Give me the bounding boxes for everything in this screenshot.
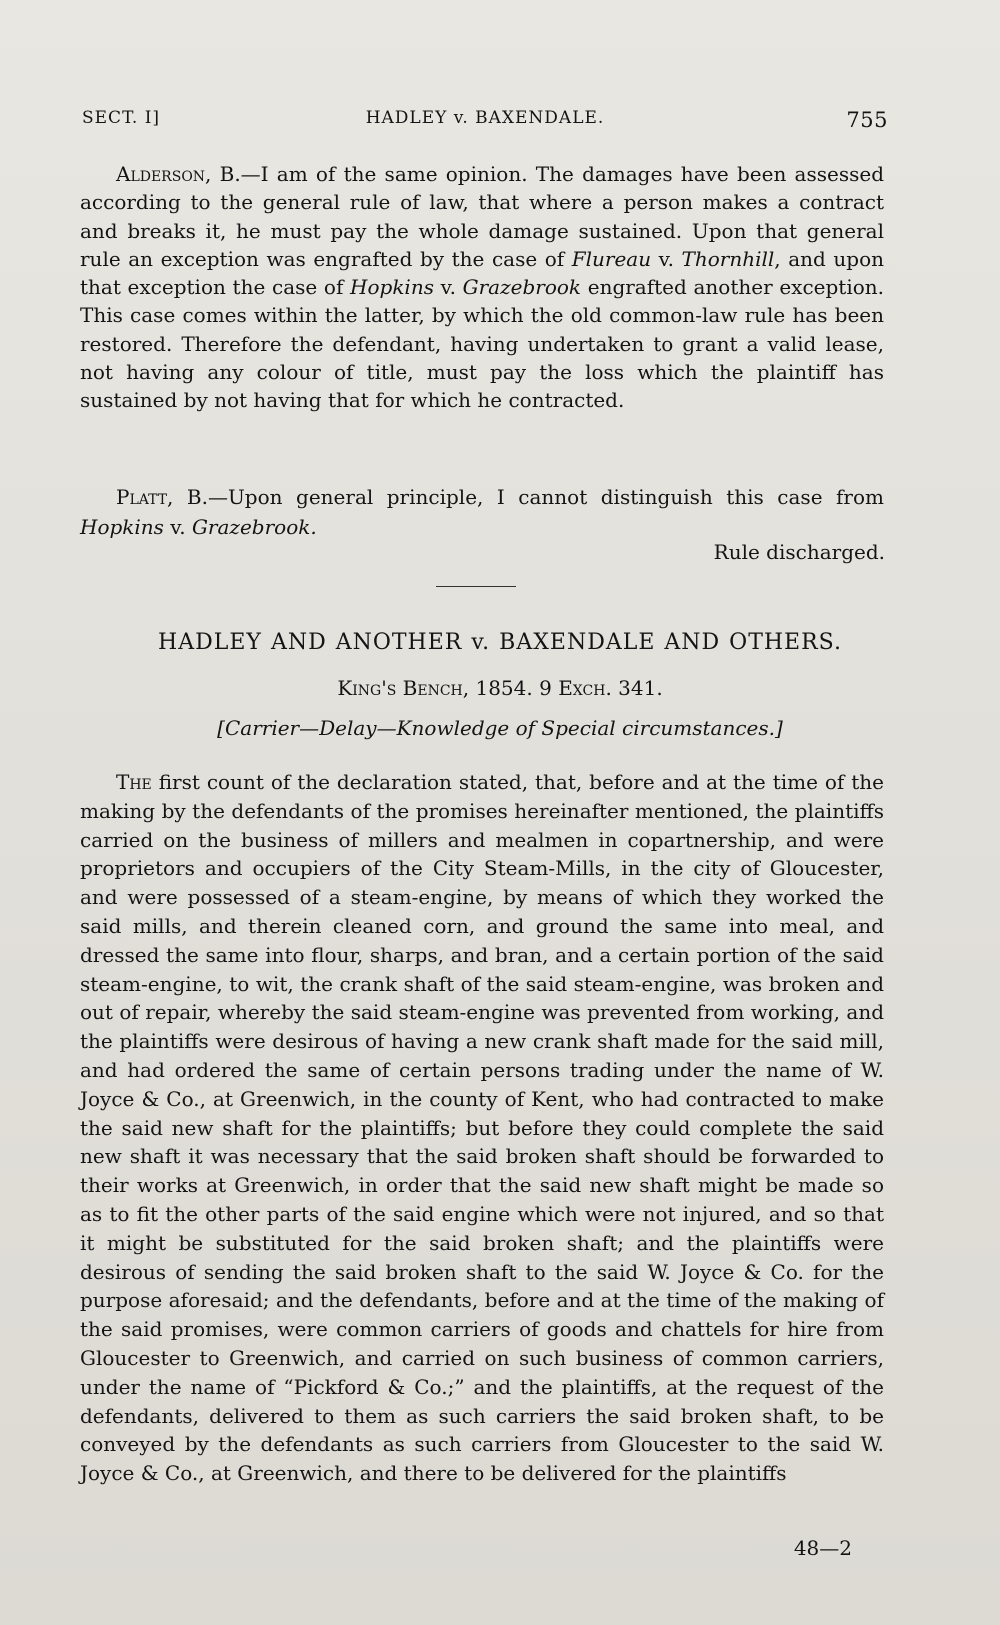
judge-name: Alderson — [116, 162, 206, 186]
alderson-opinion — [80, 160, 884, 415]
case-name: Hopkins — [350, 275, 434, 300]
case-name: Hopkins — [80, 515, 164, 539]
section-divider — [436, 586, 516, 587]
rule-discharged: Rule discharged. — [713, 540, 885, 564]
report-abbrev: Exch — [558, 676, 606, 700]
lead-word: The — [116, 770, 152, 794]
platt-paragraph: Platt, B.—Upon general principle, I cannot distinguish this case from Hopkins v. Grazebrook. — [80, 485, 884, 539]
case-title: HADLEY AND ANOTHER v. BAXENDALE AND OTHERS. — [158, 630, 842, 655]
case-name: Grazebrook. — [191, 515, 317, 539]
court-name: King's Bench — [337, 676, 463, 700]
judge-name: Platt — [116, 485, 168, 509]
section-marker: SECT. I] — [82, 108, 161, 128]
declaration — [80, 768, 884, 1488]
alderson-paragraph: Alderson, B.—I am of the same opinion. The damages have been assessed according to the general rule of law, that where a person makes a contract and breaks it, he must pay the whole damage sustained. Upon that general rule an exception was engrafted by the case of Flureau v. Thornhill, and upon that exception the case of Hopkins v. Grazebrook engrafted another exception. This case comes within the latter, by which the old common-law rule has been restored. Therefore the defendant, having undertaken to grant a valid lease, not having any colour of title, must pay the loss which the plaintiff has sustained by not having that for which he contracted. — [80, 162, 885, 413]
headnote: [Carrier—Delay—Knowledge of Special circumstances.] — [217, 716, 783, 740]
running-title: HADLEY v. BAXENDALE. — [365, 108, 605, 128]
platt-opinion — [80, 482, 884, 542]
signature-mark: 48—2 — [793, 1536, 852, 1560]
page-number: 755 — [846, 108, 888, 132]
court-citation: King's Bench, 1854. 9 Exch. 341. — [337, 676, 663, 700]
case-name: Flureau — [571, 246, 652, 271]
case-name: Thornhill — [681, 246, 775, 271]
declaration-paragraph: The first count of the declaration stated, that, before and at the time of the making by the defendants of the promises hereinafter mentioned, the plaintiffs carried on the business of millers and mealmen in copartnership, and were proprietors and occupiers of the City Steam-Mills, in the city of Gloucester, and were possessed of a steam-engine, by means of which they worked the said mills, and therein cleaned corn, and ground the same into meal, and dressed the same into flour, sharps, and bran, and a certain portion of the said steam-engine, to wit, the crank shaft of the said steam-engine, was broken and out of repair, whereby the said steam-engine was prevented from working, and the plaintiffs were desirous of having a new crank shaft made for the said mill, and had ordered the same of certain persons trading under the name of W. Joyce & Co., at Greenwich, in the county of Kent, who had contracted to make the said new shaft for the plaintiffs; but before they could complete the said new shaft it was necessary that the said broken shaft should be forwarded to their works at Greenwich, in order that the said new shaft might be made so as to fit the other parts of the said engine which were not injured, and so that it might be substituted for the said broken shaft; and the plaintiffs were desirous of sending the said broken shaft to the said W. Joyce & Co. for the purpose aforesaid; and the defendants, before and at the time of the making of the said promises, were common carriers of goods and chattels for hire from Gloucester to Greenwich, and carried on such business of common carriers, under the name of “Pickford & Co.;” and the plaintiffs, at the request of the defendants, delivered to them as such carriers the said broken shaft, to be conveyed by the defendants as such carriers from Gloucester to the said W. Joyce & Co., at Greenwich, and there to be delivered for the plaintiffs — [80, 770, 884, 1486]
case-name: Grazebrook — [462, 275, 582, 300]
